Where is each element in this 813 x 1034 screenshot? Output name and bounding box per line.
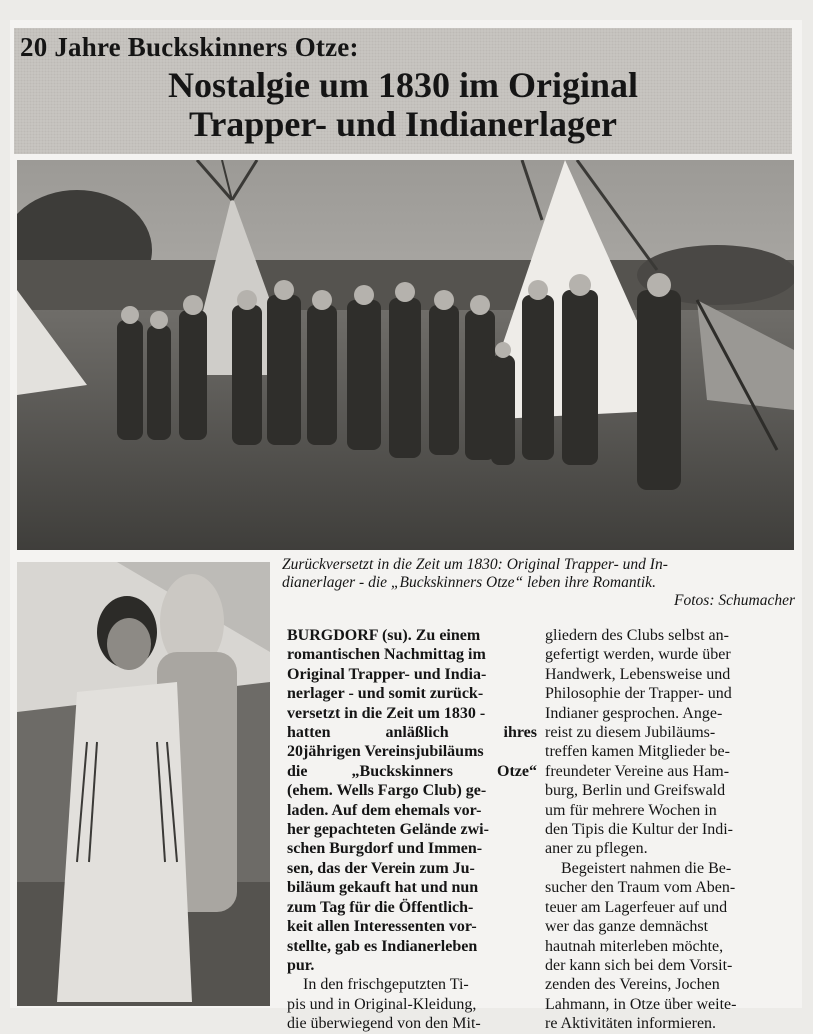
text-line: die „Buckskinners Otze“ xyxy=(287,762,537,780)
text-line: freundeter Vereine aus Ham- xyxy=(545,762,730,780)
article-paragraph-4 xyxy=(545,859,795,1034)
text-line: Begeistert nahmen die Be- xyxy=(561,859,732,877)
group-photo xyxy=(17,160,794,550)
headline-line-1: Nostalgie um 1830 im Original xyxy=(168,65,638,105)
kicker: 20 Jahre Buckskinners Otze: xyxy=(20,32,359,62)
article-paragraph-2 xyxy=(287,975,537,1033)
headline-band xyxy=(14,28,792,154)
text-line: (ehem. Wells Fargo Club) ge- xyxy=(287,782,487,800)
text-line: 20jährigen Vereinsjubiläums xyxy=(287,743,484,761)
text-line: hautnah miterleben möchte, xyxy=(545,937,724,955)
headline-line-2: Trapper- und Indianerlager xyxy=(188,104,618,144)
text-line: aner zu pflegen. xyxy=(545,840,648,858)
text-line: BURGDORF (su). Zu einem xyxy=(287,627,481,644)
article-lead xyxy=(287,626,537,975)
text-line: nerlager - und somit zurück- xyxy=(287,685,484,703)
text-line: In den frischgeputzten Ti- xyxy=(303,976,469,994)
article-paragraph-3 xyxy=(545,626,795,859)
caption-line-1: Zurückversetzt in die Zeit um 1830: Original Trapper- und In- xyxy=(282,556,668,573)
text-line: teuer am Lagerfeuer auf und xyxy=(545,898,728,916)
text-line: Indianer gesprochen. Ange- xyxy=(545,704,723,722)
text-line: re Aktivitäten informieren. xyxy=(545,1015,717,1033)
text-line: den Tipis die Kultur der Indi- xyxy=(545,821,733,839)
text-line: wer das ganze demnächst xyxy=(545,918,709,936)
text-line: sen, das der Verein zum Ju- xyxy=(287,859,475,877)
text-line: her gepachteten Gelände zwi- xyxy=(287,821,489,839)
text-line: gliedern des Clubs selbst an- xyxy=(545,627,729,644)
photo-caption xyxy=(282,556,795,610)
text-line: sucher den Traum vom Aben- xyxy=(545,879,736,897)
text-line: keit allen Interessenten vor- xyxy=(287,918,477,936)
article-column-right xyxy=(545,626,795,1034)
text-line: biläum gekauft hat und nun xyxy=(287,879,479,897)
text-line: burg, Berlin und Greifswald xyxy=(545,782,726,800)
text-line: stellte, gab es Indianerleben xyxy=(287,937,478,955)
text-line: die überwiegend von den Mit- xyxy=(287,1015,481,1033)
text-line: versetzt in die Zeit um 1830 - xyxy=(287,704,486,722)
text-line: reist zu diesem Jubiläums- xyxy=(545,724,716,742)
photo-credit: Fotos: Schumacher xyxy=(674,592,795,609)
text-line: treffen kamen Mitglieder be- xyxy=(545,743,730,761)
article-column-left xyxy=(287,626,537,1034)
text-line: Handwerk, Lebensweise und xyxy=(545,665,731,683)
text-line: pur. xyxy=(287,956,315,974)
text-line: zum Tag für die Öffentlich- xyxy=(287,898,474,916)
text-line: Lahmann, in Otze über weite- xyxy=(545,995,737,1013)
text-line: zenden des Vereins, Jochen xyxy=(545,976,720,994)
text-line: hatten anläßlich ihres xyxy=(287,724,537,742)
text-line: pis und in Original-Kleidung, xyxy=(287,995,477,1013)
text-line: der kann sich bei dem Vorsit- xyxy=(545,956,733,974)
text-line: romantischen Nachmittag im xyxy=(287,646,486,664)
text-line: Philosophie der Trapper- und xyxy=(545,685,732,703)
text-line: Original Trapper- und India- xyxy=(287,665,487,683)
girl-portrait-photo xyxy=(17,562,270,1006)
text-line: laden. Auf dem ehemals vor- xyxy=(287,801,482,819)
headline xyxy=(14,66,792,144)
text-line: gefertigt werden, wurde über xyxy=(545,646,731,664)
caption-line-2: dianerlager - die „Buckskinners Otze“ leben ihre Romantik. xyxy=(282,574,656,591)
text-line: um für mehrere Wochen in xyxy=(545,801,717,819)
text-line: schen Burgdorf und Immen- xyxy=(287,840,483,858)
